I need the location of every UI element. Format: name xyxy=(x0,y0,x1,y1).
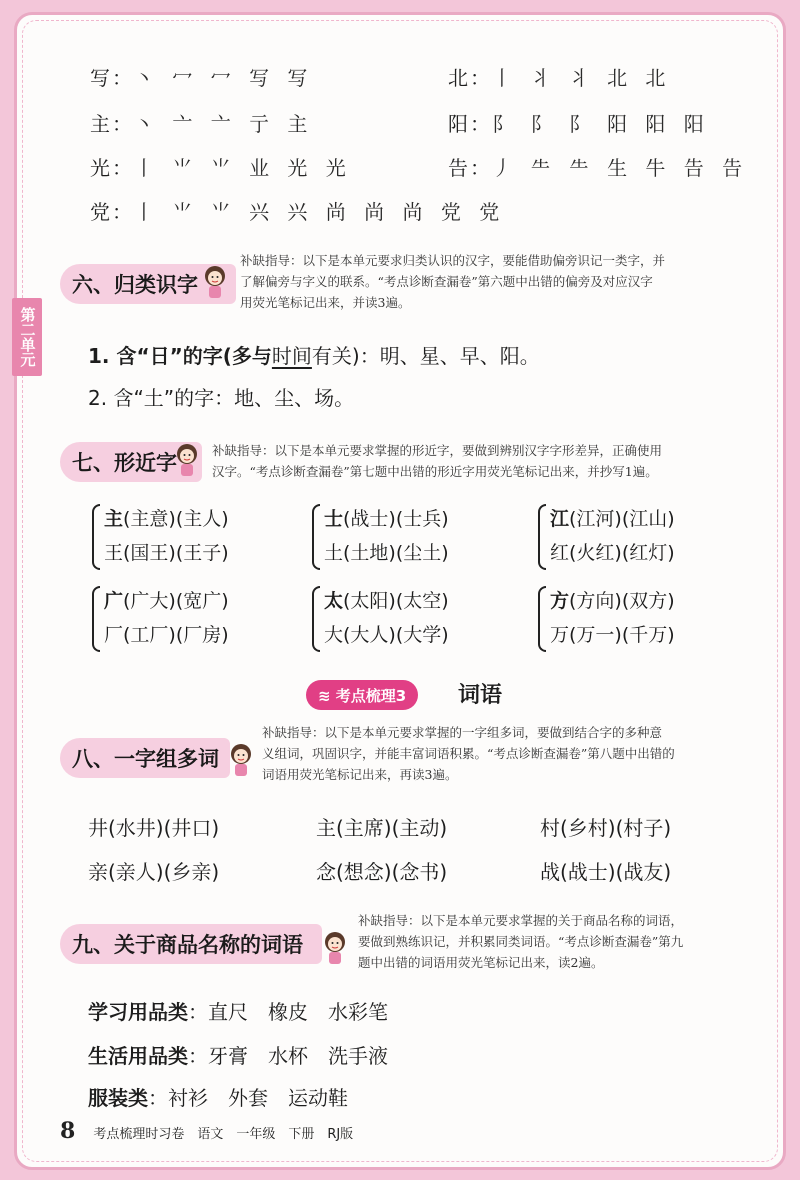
word-group: 亲(亲人)(乡亲) xyxy=(88,860,220,884)
page-number: 8 xyxy=(60,1118,76,1144)
stroke-row-bei: 北：丨 丬 丬 北 北 xyxy=(448,66,672,90)
word-group: 村(乡村)(村子) xyxy=(540,816,672,840)
section-7-note: 补缺指导：以下是本单元要求掌握的形近字，要做到辨别汉字字形差异，正确使用 汉字。“考点诊断查漏卷”第七题中出错的形近字用荧光笔标记出来，并抄写1遍。 xyxy=(212,443,663,479)
section-6-item-1: 1. 含“日”的字(多与时间有关)：明、星、早、阳。 xyxy=(88,344,540,368)
girl-mascot-icon xyxy=(172,440,202,478)
section-9-note: 补缺指导：以下是本单元要求掌握的关于商品名称的词语， 要做到熟练识记，并积累同类词语。“考点诊断查漏卷”第九 题中出错的词语用荧光笔标记出来，读2遍。 xyxy=(358,913,684,970)
section-8-heading: 八、一字组多词 xyxy=(60,738,230,778)
girl-mascot-icon xyxy=(226,740,256,778)
section-6-note: 补缺指导：以下是本单元要求归类认识的汉字，要能借助偏旁识记一类字，并 了解偏旁与字义的联系。“考点诊断查漏卷”第六题中出错的偏旁及对应汉字 用荧光笔标记出来，并读3遍。 xyxy=(240,253,666,310)
similar-chars-group: 方(方向)(双方) 万(万一)(千万) xyxy=(538,584,675,652)
section-6-heading: 六、归类识字 xyxy=(60,264,236,304)
stroke-row-gao: 告：丿 ⺧ ⺧ 生 牛 告 告 xyxy=(448,156,749,180)
topic-banner: ≋ 考点梳理3 xyxy=(306,680,418,710)
girl-mascot-icon xyxy=(200,262,230,300)
word-group: 念(想念)(念书) xyxy=(316,860,448,884)
word-group: 主(主席)(主动) xyxy=(316,816,448,840)
section-8-note: 补缺指导：以下是本单元要求掌握的一字组多词，要做到结合字的多种意 义组词，巩固识字，并能丰富词语积累。“考点诊断查漏卷”第八题中出错的 词语用荧光笔标记出来，再读3遍。 xyxy=(262,725,675,782)
unit-side-tab: 第二单元 xyxy=(12,298,42,376)
section-9-heading: 九、关于商品名称的词语 xyxy=(60,924,322,964)
page-footer: 8 考点梳理时习卷 语文 一年级 下册 RJ版 xyxy=(60,1118,354,1144)
product-category-row: 服装类：衬衫 外套 运动鞋 xyxy=(88,1086,348,1110)
product-category-row: 生活用品类：牙膏 水杯 洗手液 xyxy=(88,1044,388,1068)
stroke-row-guang: 光：丨 ⺌ ⺌ 业 光 光 xyxy=(90,156,352,180)
section-7-heading: 七、形近字 xyxy=(60,442,202,482)
stroke-row-dang: 党：丨 ⺌ ⺌ 兴 兴 尚 尚 尚 党 党 xyxy=(90,200,506,224)
girl-mascot-icon xyxy=(320,928,350,966)
stroke-row-zhu: 主：丶 亠 亠 亍 主 xyxy=(90,112,314,136)
stroke-row-yang: 阳：阝 阝 阝 阳 阳 阳 xyxy=(448,112,710,136)
word-group: 战(战士)(战友) xyxy=(540,860,672,884)
similar-chars-group: 主(主意)(主人) 王(国王)(王子) xyxy=(92,502,229,570)
word-group: 井(水井)(井口) xyxy=(88,816,220,840)
product-category-row: 学习用品类：直尺 橡皮 水彩笔 xyxy=(88,1000,388,1024)
stroke-row-xie: 写：丶 冖 冖 写 写 xyxy=(90,66,314,90)
similar-chars-group: 广(广大)(宽广) 厂(工厂)(厂房) xyxy=(92,584,229,652)
topic-banner-title: 词语 xyxy=(458,683,503,708)
similar-chars-group: 江(江河)(江山) 红(火红)(红灯) xyxy=(538,502,675,570)
similar-chars-group: 士(战士)(士兵) 土(土地)(尘土) xyxy=(312,502,449,570)
similar-chars-group: 太(太阳)(太空) 大(大人)(大学) xyxy=(312,584,449,652)
section-6-item-2: 2. 含“土”的字：地、尘、场。 xyxy=(88,386,355,410)
